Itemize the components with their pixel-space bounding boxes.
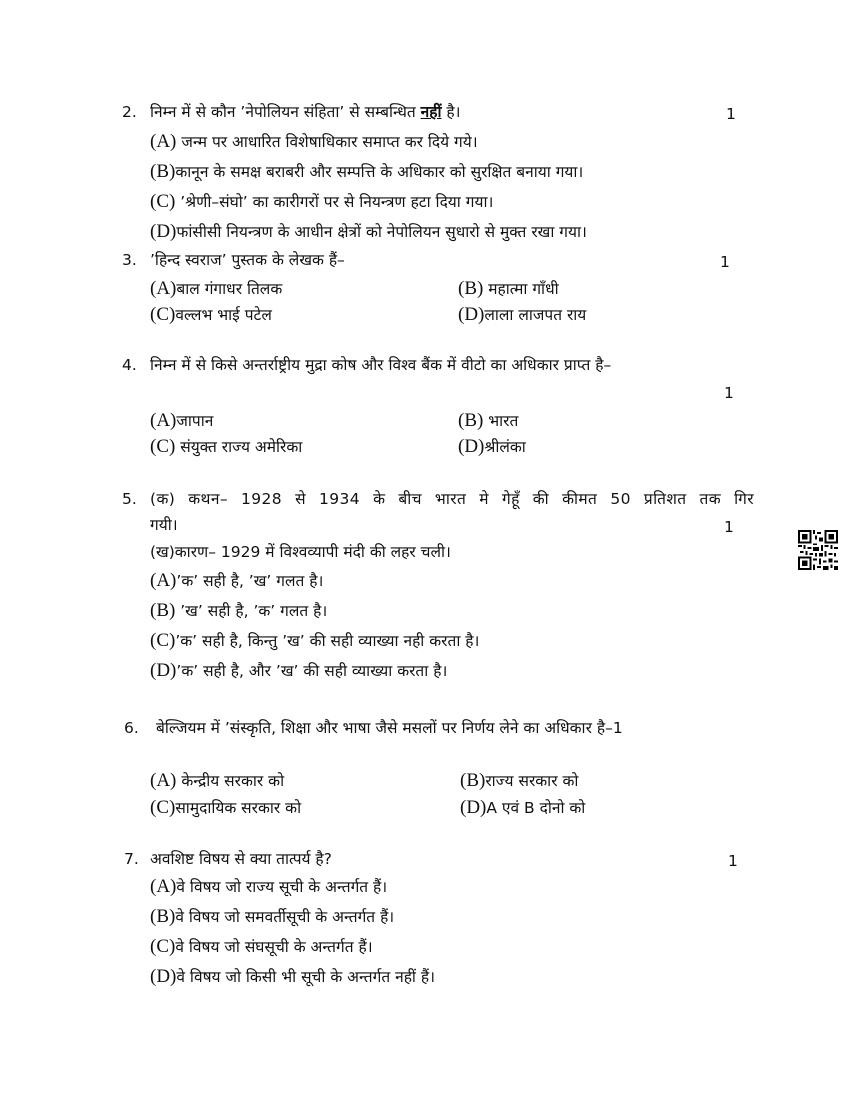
q2-marks: 1 [726,105,736,123]
q5-option-a: (A)’क’ सही है, ’ख’ गलत है। [150,570,324,591]
q7-number: 7. [124,850,139,868]
q2-number: 2. [122,103,137,121]
q3-option-b: (B) महात्मा गाँधी [458,278,559,299]
q3-option-d: (D)लाला लाजपत राय [458,304,587,325]
q4-option-a: (A)जापान [150,410,214,431]
q4-option-d: (D)श्रीलंका [458,436,526,457]
q2-option-c: (C) ’श्रेणी–संघो’ का कारीगरों पर से नियन्त्रण हटा दिया गया। [150,191,494,212]
q4-stem: निम्न में से किसे अन्तर्राष्ट्रीय मुद्रा कोष और विश्व बैंक में वीटो का अधिकार प्राप्त है– [150,356,612,374]
q5-option-d: (D)’क’ सही है, और ’ख’ की सही व्याख्या करता है। [150,660,448,681]
q6-option-d: (D)A एवं B दोनो को [460,797,586,818]
q6-option-a: (A) केन्द्रीय सरकार को [150,770,285,791]
q5-statement-cont: गयी। [150,516,178,534]
q3-option-c: (C)वल्लभ भाई पटेल [150,304,272,325]
q5-option-c: (C)’क’ सही है, किन्तु ’ख’ की सही व्याख्या नही करता है। [150,630,480,651]
q6-number: 6. [124,719,139,737]
q6-option-b: (B)राज्य सरकार को [460,770,579,791]
q2-stem: निम्न में से कौन ’नेपोलियन संहिता’ से सम्बन्धित नहीं है। [150,103,461,121]
q7-option-a: (A)वे विषय जो राज्य सूची के अन्तर्गत हैं। [150,876,388,897]
q5-number: 5. [122,490,137,508]
q2-option-a: (A) जन्म पर आधारित विशेषाधिकार समाप्त कर दिये गये। [150,131,478,152]
q5-marks: 1 [724,518,734,536]
q7-marks: 1 [728,852,738,870]
q7-option-d: (D)वे विषय जो किसी भी सूची के अन्तर्गत नहीं हैं। [150,966,435,987]
q3-option-a: (A)बाल गंगाधर तिलक [150,278,283,299]
q3-marks: 1 [720,253,730,271]
q6-option-c: (C)सामुदायिक सरकार को [150,797,302,818]
q4-number: 4. [122,356,137,374]
q3-number: 3. [122,251,137,269]
q4-marks: 1 [724,384,734,402]
qr-code-icon [798,530,838,570]
q2-not-emphasis: नहीं [420,103,442,121]
q5-statement: (क) कथन– 1928 से 1934 के बीच भारत मे गेहूँ की कीमत 50 प्रतिशत तक गिर [150,490,754,508]
q2-option-b: (B)कानून के समक्ष बराबरी और सम्पत्ति के अधिकार को सुरक्षित बनाया गया। [150,161,584,182]
q5-option-b: (B) ’ख’ सही है, ’क’ गलत है। [150,600,328,621]
q3-stem: ’हिन्द स्वराज’ पुस्तक के लेखक हैं– [150,251,345,269]
q4-option-b: (B) भारत [458,410,519,431]
q7-stem: अवशिष्ट विषय से क्या तात्पर्य है? [150,850,332,868]
q4-option-c: (C) संयुक्त राज्य अमेरिका [150,436,303,457]
q5-reason: (ख)कारण– 1929 में विश्वव्यापी मंदी की लहर चली। [150,543,451,561]
q2-option-d: (D)फांसीसी नियन्त्रण के आधीन क्षेत्रों को नेपोलियन सुधारो से मुक्त रखा गया। [150,221,587,242]
q7-option-b: (B)वे विषय जो समवर्तीसूची के अन्तर्गत हैं। [150,906,395,927]
q7-option-c: (C)वे विषय जो संघसूची के अन्तर्गत हैं। [150,936,373,957]
q6-stem: बेल्जियम में ’संस्कृति, शिक्षा और भाषा जैसे मसलों पर निर्णय लेने का अधिकार है–1 [156,719,623,737]
